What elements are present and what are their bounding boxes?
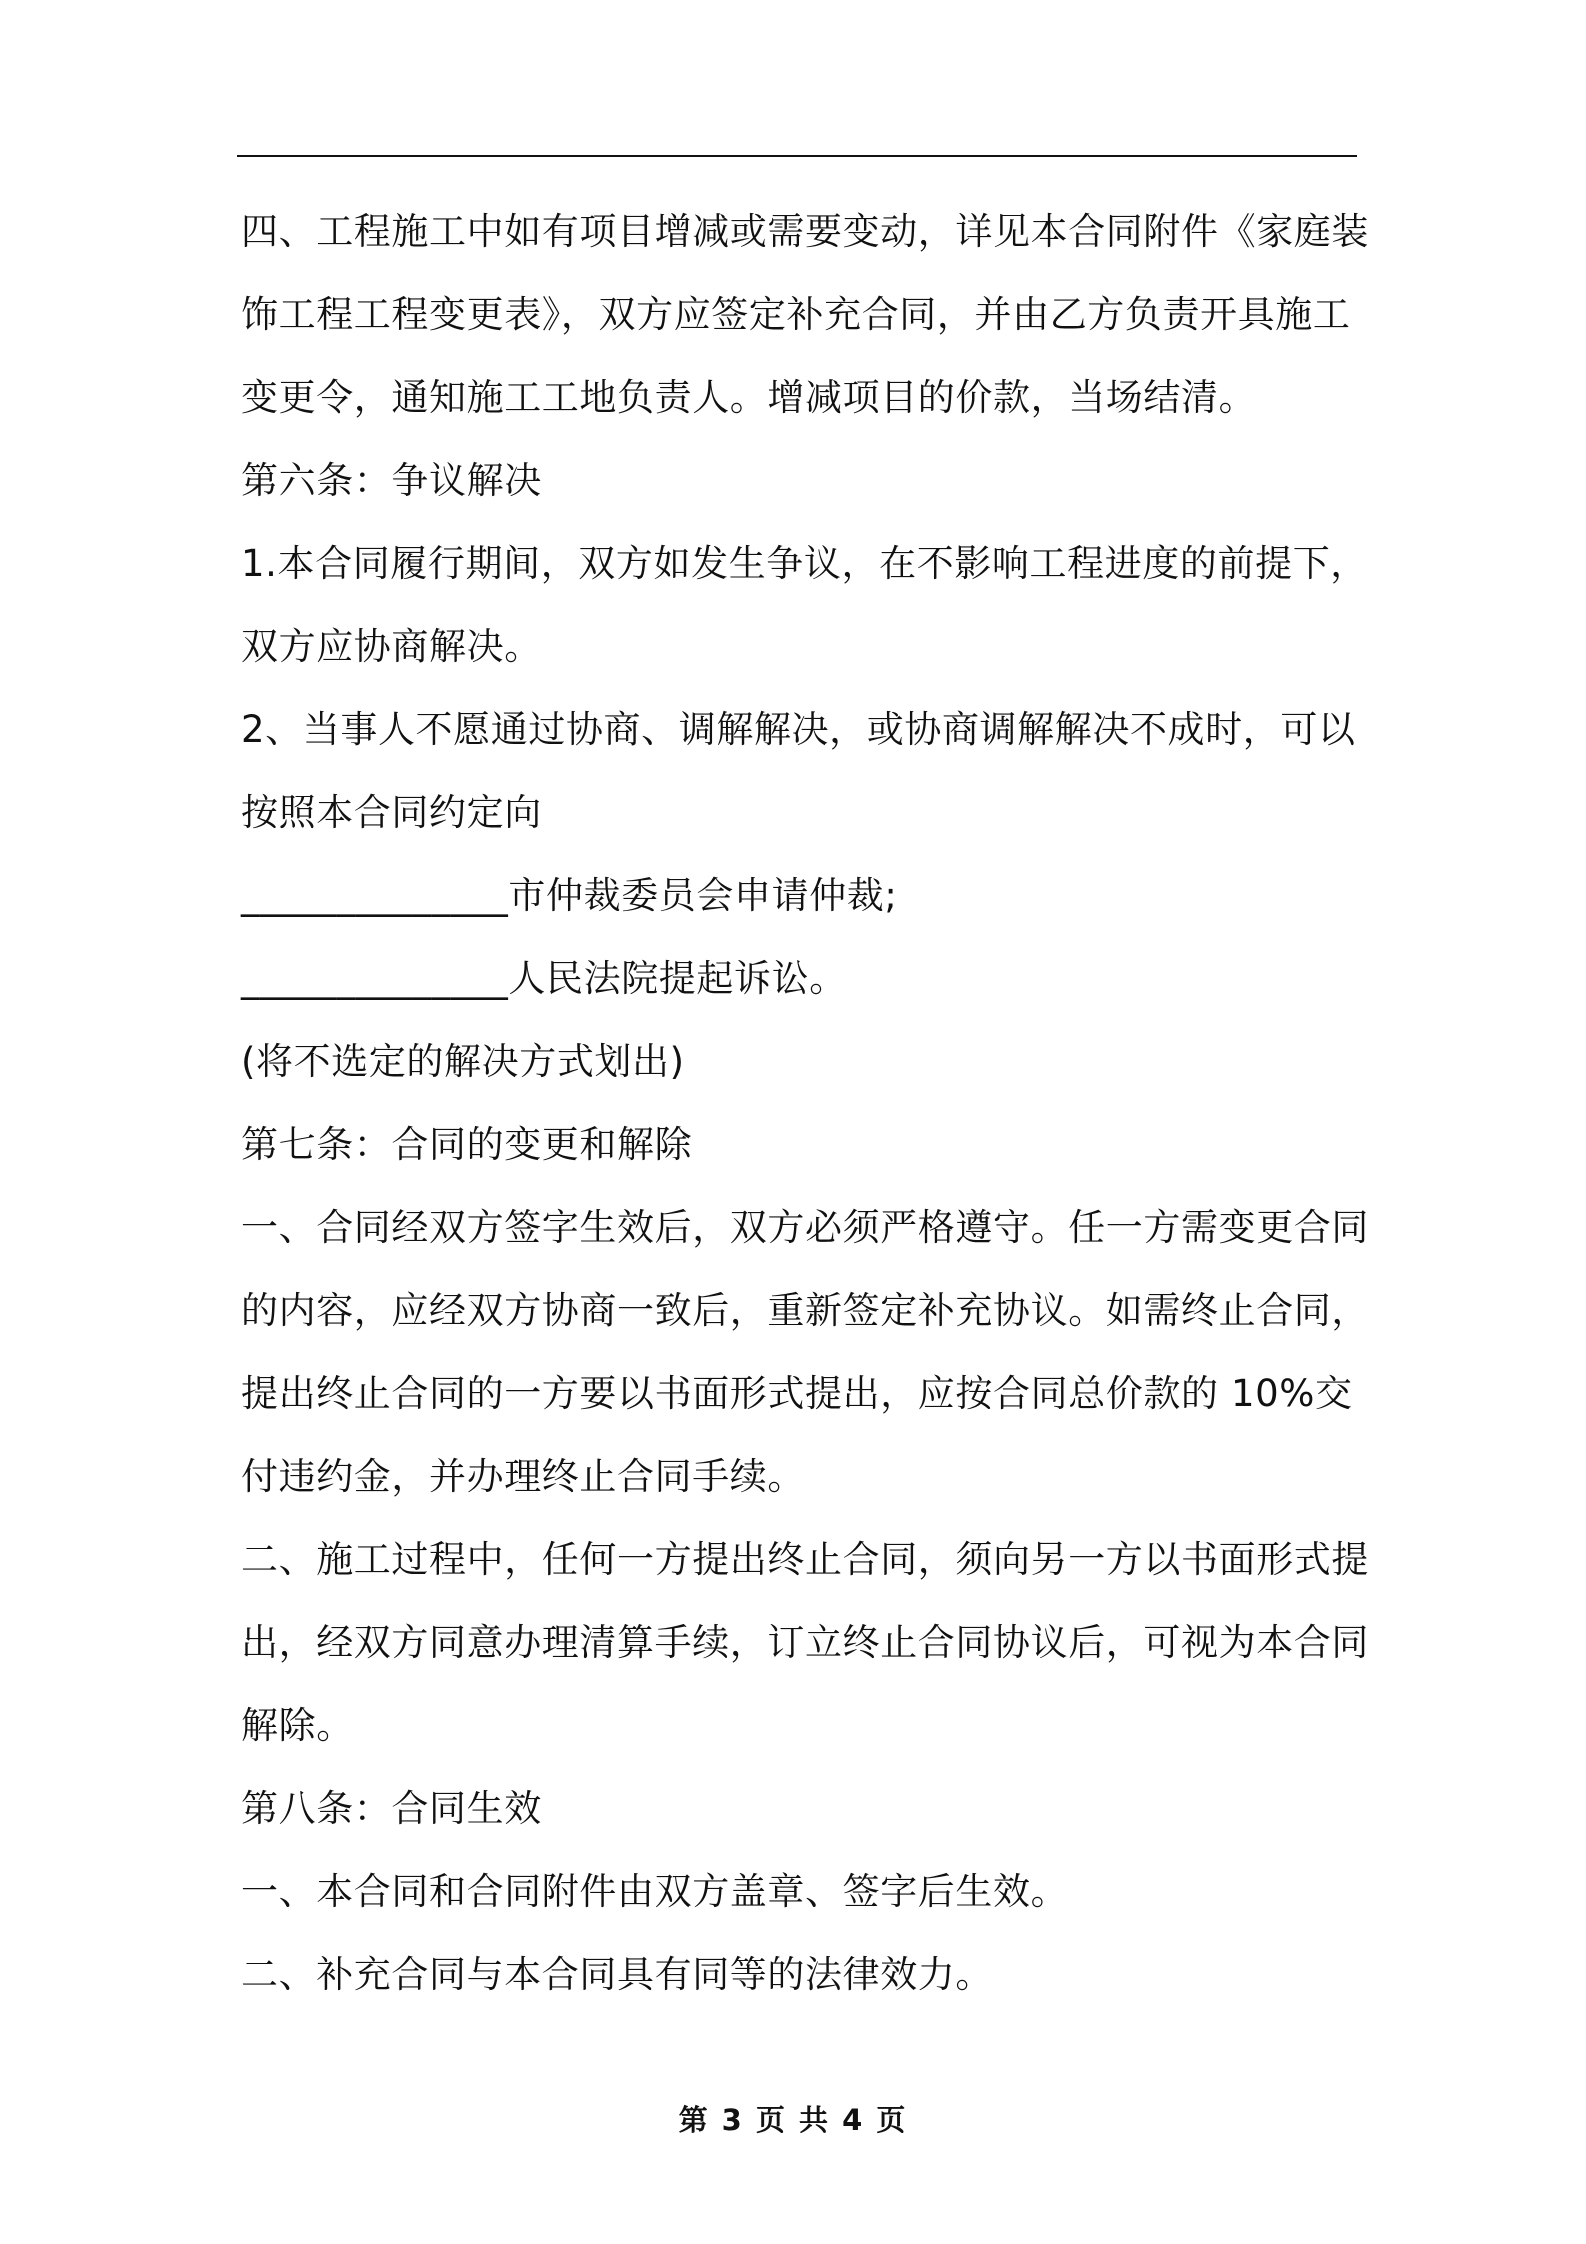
paragraph-line: 二、施工过程中，任何一方提出终止合同，须向另一方以书面形式提 [241, 1538, 1369, 1581]
paragraph-line: 一、合同经双方签字生效后，双方必须严格遵守。任一方需变更合同 [241, 1206, 1369, 1249]
paragraph-line: 2、当事人不愿通过协商、调解解决，或协商调解解决不成时，可以 [241, 708, 1356, 751]
section-heading: 第六条：争议解决 [241, 459, 542, 502]
paragraph-line: 二、补充合同与本合同具有同等的法律效力。 [241, 1953, 993, 1996]
paragraph-line: 解除。 [241, 1704, 354, 1747]
paragraph-line: 的内容，应经双方协商一致后，重新签定补充协议。如需终止合同， [241, 1289, 1369, 1332]
paragraph-line: 1.本合同履行期间，双方如发生争议，在不影响工程进度的前提下， [241, 542, 1368, 585]
paragraph-line: 按照本合同约定向 [241, 791, 542, 834]
fill-in-line-arbitration: ______________市仲裁委员会申请仲裁; [241, 874, 898, 917]
paragraph-line: 变更令，通知施工工地负责人。增减项目的价款，当场结清。 [241, 376, 1257, 419]
paragraph-line: 付违约金，并办理终止合同手续。 [241, 1455, 805, 1498]
header-divider [237, 155, 1357, 157]
paragraph-line: 出，经双方同意办理清算手续，订立终止合同协议后，可视为本合同 [241, 1621, 1369, 1664]
paragraph-line: 提出终止合同的一方要以书面形式提出，应按合同总价款的 10%交 [241, 1372, 1353, 1415]
paragraph-line: 双方应协商解决。 [241, 625, 542, 668]
section-heading: 第八条：合同生效 [241, 1787, 542, 1830]
paragraph-line: 饰工程工程变更表》，双方应签定补充合同，并由乙方负责开具施工 [241, 293, 1351, 336]
paragraph-line: 一、本合同和合同附件由双方盖章、签字后生效。 [241, 1870, 1069, 1913]
paragraph-line: 四、工程施工中如有项目增减或需要变动，详见本合同附件《家庭装 [241, 210, 1369, 253]
page-number: 第 3 页 共 4 页 [678, 2103, 908, 2137]
section-heading: 第七条：合同的变更和解除 [241, 1123, 693, 1166]
paragraph-line: (将不选定的解决方式划出) [241, 1040, 685, 1083]
fill-in-line-court: ______________人民法院提起诉讼。 [241, 957, 847, 1000]
